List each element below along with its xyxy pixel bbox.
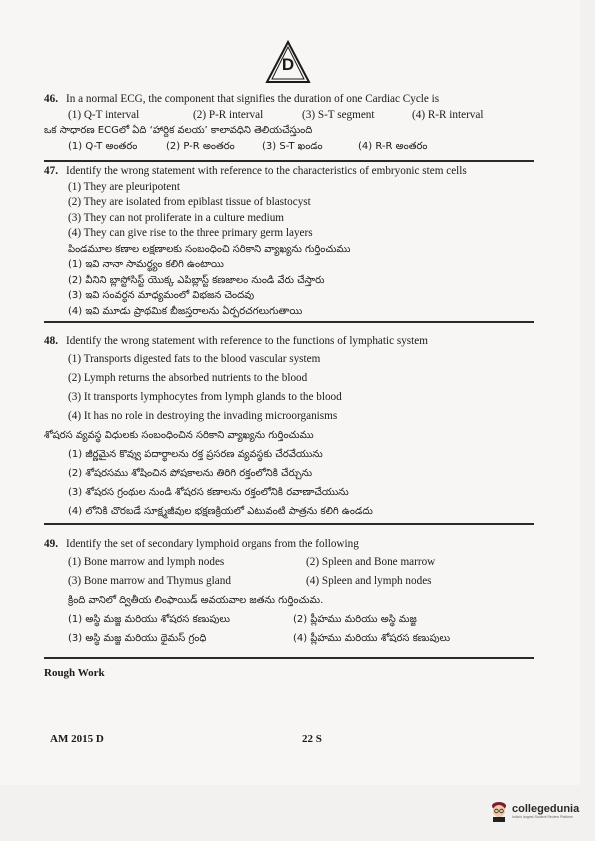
question-48 [44,334,534,521]
option-4: (4) It has no role in destroying the invading microorganisms [68,409,338,422]
option-3: (3) S-T segment [302,108,375,121]
question-49 [44,537,534,648]
option-2-te: (2) శోషరసము శోషించిన పోషకాలను తిరిగి రక్తంలోనికి చేర్చును [68,467,313,479]
options-row-te [44,629,534,648]
option-2: (2) P-R interval [193,108,264,121]
option-2-te: (2) ప్లీహము మరియు అస్థి మజ్జ [293,613,417,625]
options-row-te [44,610,534,629]
option-1: (1) Transports digested fats to the blood vascular system [68,352,321,365]
set-code-triangle [265,40,311,84]
option-4-te: (4) లోనికి చొరబడే సూక్ష్మజీవుల భక్షణక్రియలో ఎటువంటి పాత్రను కలిగి ఉండదు [68,505,373,517]
brand-tagline: India's largest Student Review Platform [512,815,573,819]
divider [44,657,534,659]
rough-work-label: Rough Work [44,667,105,679]
option-2: (2) Spleen and Bone marrow [306,555,436,568]
student-logo-icon [490,800,508,822]
option-1-te: (1) అస్థి మజ్జ మరియు శోషరస కణుపులు [68,613,230,625]
page-number: 22 S [302,733,322,745]
question-text-telugu: ఒక సాధారణ ECGలో ఏది ‘హార్దిక వలయ’ కాలావధిని తెలియచేస్తుంది [44,125,313,136]
question-text: In a normal ECG, the component that signifies the duration of one Cardiac Cycle is [66,93,440,105]
options-row-te [44,139,534,155]
divider [44,523,534,525]
paper-code: AM 2015 D [50,733,104,745]
question-number: 47. [44,165,58,177]
option-1-te: (1) Q-T అంతరం [68,140,138,152]
option-4-te: (4) ఇవి మూడు ప్రాథమిక బీజస్తరాలను ఏర్పరచగలుగుతాయి [68,305,303,317]
option-3-te: (3) అస్థి మజ్జ మరియు థైమస్ గ్రంధి [68,632,207,644]
option-4: (4) R-R interval [412,108,484,121]
option-1: (1) They are pleuripotent [68,180,180,193]
question-number: 49. [44,538,58,550]
question-number: 48. [44,335,58,347]
question-text-telugu: పిండమూల కణాల లక్షణాలకు సంబంధించి సరికాని వ్యాఖ్యను గుర్తించుము [68,243,351,255]
option-2-te: (2) వీనిని బ్లాస్టోసిస్ట్ యొక్క ఎపిబ్లాస్ట్ కణజాలం నుండి వేరు చేస్తారు [68,274,325,286]
option-3-te: (3) శోషరస గ్రంథుల నుండి శోషరస కణాలను రక్తంలోనికి రవాణాచేయును [68,486,349,498]
question-text: Identify the set of secondary lymphoid organs from the following [66,538,359,550]
option-1-te: (1) జీర్ణమైన కొవ్వు పదార్థాలను రక్త ప్రసరణ వ్యవస్థకు చేరవేయును [68,448,323,460]
option-1-te: (1) ఇవి నానా సామర్థ్యం కలిగి ఉంటాయి [68,259,224,270]
divider [44,321,534,323]
option-2: (2) Lymph returns the absorbed nutrients to the blood [68,371,308,384]
question-text: Identify the wrong statement with reference to the characteristics of embryonic stem cells [66,165,467,177]
option-3-te: (3) S-T ఖండం [262,140,323,152]
question-text-telugu: శోషరస వ్యవస్థ విధులకు సంబంధించిన సరికాని వ్యాఖ్యను గుర్తించుము [44,429,314,441]
option-4: (4) Spleen and lymph nodes [306,574,432,587]
brand-name: collegedunia [512,803,580,815]
divider [44,160,534,162]
option-4: (4) They can give rise to the three primary germ layers [68,227,313,239]
option-3: (3) It transports lymphocytes from lymph glands to the blood [68,390,342,403]
option-1: (1) Q-T interval [68,108,140,121]
options-row-en [44,553,534,572]
option-3: (3) They can not proliferate in a culture medium [68,211,285,224]
option-2: (2) They are isolated from epiblast tissue of blastocyst [68,196,311,208]
option-2-te: (2) P-R అంతరం [166,140,235,152]
option-3: (3) Bone marrow and Thymus gland [68,574,231,587]
set-code-letter: D [281,55,295,74]
option-4-te: (4) ప్లీహము మరియు శోషరస కణుపులు [293,632,451,644]
options-row-en [44,572,534,591]
question-47 [44,164,534,319]
question-46 [44,92,534,154]
option-1: (1) Bone marrow and lymph nodes [68,555,225,568]
option-4-te: (4) R-R అంతరం [358,140,428,152]
question-text-telugu: క్రింది వానిలో ద్వితీయ లింఫాయిడ్ అవయవాల జతను గుర్తించుమ. [68,594,324,606]
question-text: Identify the wrong statement with reference to the functions of lymphatic system [66,335,428,347]
question-number: 46. [44,93,58,105]
options-row-en [44,108,534,124]
option-3-te: (3) ఇవి సంవర్ధన మాధ్యమంలో విభజన చెందవు [68,290,255,301]
brand-watermark [490,800,579,822]
